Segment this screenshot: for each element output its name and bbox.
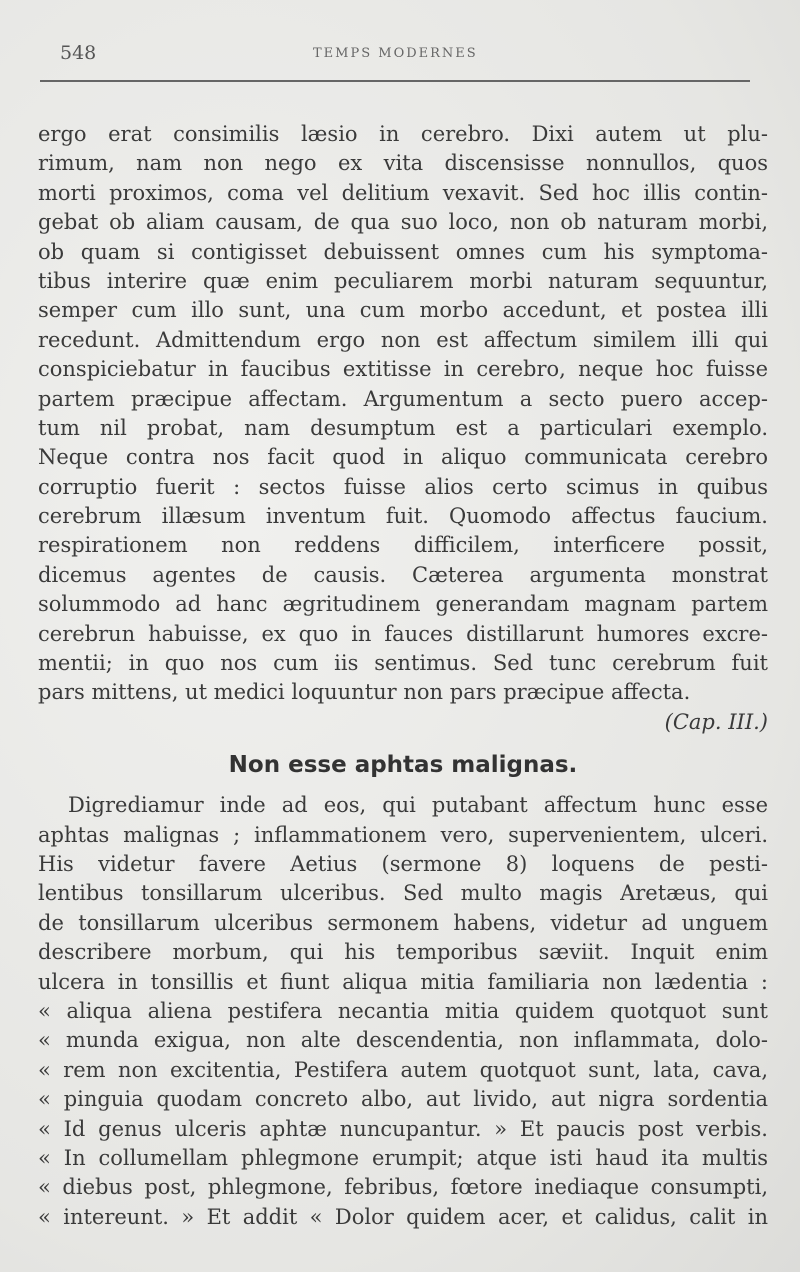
text-line: « rem non excitentia, Pestifera autem quotquot sunt, lata, cava, <box>38 1057 768 1082</box>
running-title: TEMPS MODERNES <box>313 46 478 61</box>
text-line: « aliqua aliena pestifera necantia mitia quidem quotquot sunt <box>38 998 768 1023</box>
text-line: aphtas malignas ; inflammationem vero, supervenientem, ulceri. <box>38 822 768 847</box>
text-line: « Id genus ulceris aphtæ nuncupantur. » Et paucis post verbis. <box>38 1116 768 1141</box>
text-line: cerebrum illæsum inventum fuit. Quomodo affectus faucium. <box>38 504 768 529</box>
text-line: lentibus tonsillarum ulceribus. Sed multo magis Aretæus, qui <box>38 881 768 906</box>
text-line: dicemus agentes de causis. Cæterea argumenta monstrat <box>38 562 768 587</box>
page-header <box>0 42 800 72</box>
text-line: Digrediamur inde ad eos, qui putabant affectum hunc esse <box>68 793 768 818</box>
citation: (Cap. III.) <box>664 709 768 734</box>
text-line: tum nil probat, nam desumptum est a particulari exemplo. <box>38 415 768 440</box>
text-line: ergo erat consimilis læsio in cerebro. Dixi autem ut plu- <box>38 122 768 146</box>
text-line: solummodo ad hanc ægritudinem generandam magnam partem <box>38 592 768 617</box>
text-line: tibus interire quæ enim peculiarem morbi naturam sequuntur, <box>38 268 768 293</box>
text-line: morti proximos, coma vel delitium vexavit. Sed hoc illis contin- <box>38 180 768 205</box>
text-line: respirationem non reddens difficilem, interficere possit, <box>38 533 768 558</box>
text-line: ob quam si contigisset debuissent omnes cum his symptoma- <box>38 239 768 264</box>
paragraph-1 <box>38 120 768 737</box>
page-number: 548 <box>60 42 97 64</box>
text-line: « diebus post, phlegmone, febribus, fœtore inediaque consumpti, <box>38 1175 768 1200</box>
text-line: ulcera in tonsillis et fiunt aliqua mitia familiaria non lædentia : <box>38 969 768 994</box>
text-line: « intereunt. » Et addit « Dolor quidem acer, et calidus, calit in <box>38 1204 768 1229</box>
text-line: « In collumellam phlegmone erumpit; atque isti haud ita multis <box>38 1145 768 1170</box>
text-line: pars mittens, ut medici loquuntur non pars præcipue affecta. <box>38 680 691 705</box>
text-line: cerebrun habuisse, ex quo in fauces distillarunt humores excre- <box>38 621 768 646</box>
text-line: conspiciebatur in faucibus extitisse in cerebro, neque hoc fuisse <box>38 357 768 382</box>
text-line: describere morbum, qui his temporibus sæviit. Inquit enim <box>38 940 768 965</box>
paragraph-2 <box>38 791 768 1232</box>
text-line: gebat ob aliam causam, de qua suo loco, non ob naturam morbi, <box>38 210 768 235</box>
text-line: partem præcipue affectam. Argumentum a secto puero accep- <box>38 386 768 411</box>
header-rule <box>40 80 750 82</box>
text-line: « munda exigua, non alte descendentia, non inflammata, dolo- <box>38 1028 768 1053</box>
text-line: His videtur favere Aetius (sermone 8) loquens de pesti- <box>38 851 768 876</box>
text-line: Neque contra nos facit quod in aliquo communicata cerebro <box>38 445 768 470</box>
page-body <box>38 120 768 1232</box>
text-line: mentii; in quo nos cum iis sentimus. Sed tunc cerebrum fuit <box>38 651 768 676</box>
section-title: Non esse aphtas malignas. <box>228 752 578 779</box>
text-line: corruptio fuerit : sectos fuisse alios certo scimus in quibus <box>38 474 768 499</box>
text-line: rimum, nam non nego ex vita discensisse nonnullos, quos <box>38 151 768 176</box>
text-line: de tonsillarum ulceribus sermonem habens, videtur ad unguem <box>38 910 768 935</box>
text-line: semper cum illo sunt, una cum morbo accedunt, et postea illi <box>38 298 768 323</box>
text-line: « pinguia quodam concreto albo, aut livido, aut nigra sordentia <box>38 1087 768 1112</box>
text-line: recedunt. Admittendum ergo non est affectum similem illi qui <box>38 327 768 352</box>
